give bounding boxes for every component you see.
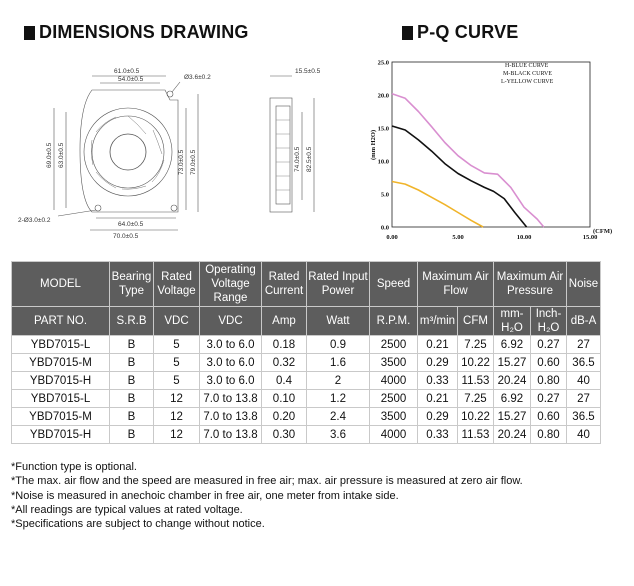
table-cell: 15.27 — [494, 408, 531, 426]
table-body — [12, 336, 601, 444]
table-cell: 6.92 — [494, 390, 531, 408]
table-cell: 3500 — [370, 354, 418, 372]
table-cell: 5 — [154, 336, 200, 354]
table-row — [12, 408, 601, 426]
y-tick-labels — [378, 60, 389, 232]
dim-front-width-inner: 54.0±0.5 — [118, 76, 144, 83]
table-cell: 7.25 — [458, 336, 494, 354]
x-axis-label: (CFM) — [593, 228, 613, 235]
table-unit-row — [12, 307, 601, 336]
table-cell: 0.29 — [418, 354, 458, 372]
fan-hub — [110, 134, 146, 170]
table-cell: 36.5 — [567, 354, 601, 372]
table-cell: 7.0 to 13.8 — [200, 408, 262, 426]
y-tick-label: 20.0 — [377, 92, 389, 100]
table-cell: 7.0 to 13.8 — [200, 390, 262, 408]
table-cell: B — [110, 390, 154, 408]
col-operating-voltage-range: Operating Voltage Range — [200, 262, 262, 307]
table-cell: 2500 — [370, 390, 418, 408]
pq-heading — [402, 22, 519, 43]
x-tick-label: 5.00 — [452, 234, 464, 241]
table-cell: 0.9 — [307, 336, 370, 354]
y-tick-label: 5.0 — [380, 191, 389, 199]
table-cell: YBD7015-H — [12, 372, 110, 390]
table-cell: 27 — [567, 336, 601, 354]
table-cell: YBD7015-M — [12, 354, 110, 372]
dimensions-heading — [24, 22, 249, 43]
unit-amp: Amp — [262, 307, 307, 336]
col-noise: Noise — [567, 262, 601, 307]
table-cell: 0.33 — [418, 426, 458, 444]
table-cell: 10.22 — [458, 408, 494, 426]
legend-entry-medium: M-BLACK CURVE — [503, 71, 553, 77]
dim-front-height-right-b: 79.0±0.5 — [190, 149, 197, 175]
table-cell: 12 — [154, 390, 200, 408]
dim-front-height-right-a: 73.0±0.5 — [178, 149, 185, 175]
table-cell: 27 — [567, 390, 601, 408]
y-tick-label: 0.0 — [380, 224, 389, 232]
table-cell: 0.18 — [262, 336, 307, 354]
dim-holes-bottom: 2-Ø3.0±0.2 — [18, 217, 51, 224]
table-cell: 40 — [567, 426, 601, 444]
table-cell: 2.4 — [307, 408, 370, 426]
table-cell: 0.27 — [531, 336, 567, 354]
col-rated-input-power: Rated Input Power — [307, 262, 370, 307]
legend-entry-high: H-BLUE CURVE — [505, 63, 549, 69]
table-cell: 11.53 — [458, 372, 494, 390]
table-cell: 7.25 — [458, 390, 494, 408]
table-cell: 0.32 — [262, 354, 307, 372]
table-row — [12, 426, 601, 444]
table-cell: 0.60 — [531, 408, 567, 426]
table-cell: 20.24 — [494, 426, 531, 444]
table-cell: 1.6 — [307, 354, 370, 372]
table-cell: 0.80 — [531, 372, 567, 390]
table-cell: B — [110, 372, 154, 390]
x-tick-label: 10.00 — [516, 234, 532, 241]
table-row — [12, 354, 601, 372]
table-cell: 4000 — [370, 426, 418, 444]
table-cell: 0.10 — [262, 390, 307, 408]
table-cell: 12 — [154, 408, 200, 426]
table-header-row — [12, 262, 601, 307]
table-cell: 0.80 — [531, 426, 567, 444]
table-cell: 2 — [307, 372, 370, 390]
dim-front-bottom-outer: 70.0±0.5 — [113, 233, 139, 240]
dim-front-width-outer: 61.0±0.5 — [114, 68, 140, 75]
col-max-air-flow: Maximum Air Flow — [418, 262, 494, 307]
table-cell: YBD7015-L — [12, 390, 110, 408]
table-cell: YBD7015-M — [12, 408, 110, 426]
table-cell: 6.92 — [494, 336, 531, 354]
table-cell: 0.21 — [418, 336, 458, 354]
table-cell: 0.29 — [418, 408, 458, 426]
unit-dba: dB-A — [567, 307, 601, 336]
col-speed: Speed — [370, 262, 418, 307]
x-tick-label: 15.00 — [582, 234, 598, 241]
table-cell: 0.60 — [531, 354, 567, 372]
table-cell: 0.27 — [531, 390, 567, 408]
x-tick-label: 0.00 — [386, 234, 398, 241]
table-cell: 0.33 — [418, 372, 458, 390]
dim-side-thickness: 15.5±0.5 — [295, 68, 321, 75]
dim-side-height-a: 74.0±0.5 — [294, 146, 301, 172]
unit-vdc: VDC — [154, 307, 200, 336]
col-max-air-pressure: Maximum Air Pressure — [494, 262, 567, 307]
y-axis-label: (mm H2O) — [370, 129, 377, 160]
heading-square-icon — [402, 26, 413, 40]
table-cell: 3.0 to 6.0 — [200, 372, 262, 390]
dim-leader — [58, 210, 96, 216]
table-cell: 3.6 — [307, 426, 370, 444]
unit-part-no: PART NO. — [12, 307, 110, 336]
unit-rpm: R.P.M. — [370, 307, 418, 336]
table-cell: 7.0 to 13.8 — [200, 426, 262, 444]
side-view-ribs — [276, 120, 290, 190]
unit-srb: S.R.B — [110, 307, 154, 336]
table-cell: 40 — [567, 372, 601, 390]
mount-hole-bottom-right — [171, 205, 177, 211]
unit-m3-min: m³/min — [418, 307, 458, 336]
dim-leader — [172, 82, 180, 92]
table-cell: 5 — [154, 354, 200, 372]
table-cell: YBD7015-H — [12, 426, 110, 444]
x-tick-labels — [386, 234, 597, 241]
table-cell: YBD7015-L — [12, 336, 110, 354]
table-cell: 1.2 — [307, 390, 370, 408]
y-tick-label: 25.0 — [377, 59, 389, 67]
dim-front-height-left-inner: 63.0±0.5 — [58, 142, 65, 168]
y-tick-label: 10.0 — [377, 158, 389, 166]
table-row — [12, 390, 601, 408]
unit-cfm: CFM — [458, 307, 494, 336]
footnote: *All readings are typical values at rated voltage. — [11, 503, 243, 516]
table-cell: 0.21 — [418, 390, 458, 408]
table-cell: 4000 — [370, 372, 418, 390]
table-cell: 3.0 to 6.0 — [200, 336, 262, 354]
footnote: *Function type is optional. — [11, 461, 137, 473]
table-cell: 3.0 to 6.0 — [200, 354, 262, 372]
col-model: MODEL — [12, 262, 110, 307]
unit-vdc-range: VDC — [200, 307, 262, 336]
table-cell: B — [110, 354, 154, 372]
col-rated-voltage: Rated Voltage — [154, 262, 200, 307]
table-cell: 36.5 — [567, 408, 601, 426]
table-cell: 10.22 — [458, 354, 494, 372]
legend-entry-low: L-YELLOW CURVE — [501, 79, 554, 85]
table-cell: 5 — [154, 372, 200, 390]
unit-inch-h2o: Inch-H₂O — [531, 307, 567, 336]
unit-watt: Watt — [307, 307, 370, 336]
table-cell: 2500 — [370, 336, 418, 354]
plot-area — [392, 62, 590, 227]
dim-front-bottom-inner: 64.0±0.5 — [118, 221, 144, 228]
table-cell: 3500 — [370, 408, 418, 426]
footnote: *Noise is measured in anechoic chamber in free air, one meter from intake side. — [11, 489, 399, 502]
table-row — [12, 336, 601, 354]
fan-impeller-outer — [84, 108, 172, 196]
dim-side-height-b: 82.5±0.5 — [306, 146, 313, 172]
table-cell: B — [110, 426, 154, 444]
table-cell: 0.20 — [262, 408, 307, 426]
fan-impeller-ring — [92, 116, 164, 188]
footnotes — [11, 460, 523, 531]
dimensions-drawing — [0, 50, 350, 250]
spec-table — [11, 261, 601, 444]
table-cell: B — [110, 408, 154, 426]
footnote: *The max. air flow and the speed are measured in free air; max. air pressure is measured at zero air flow. — [11, 475, 523, 488]
footnote: *Specifications are subject to change without notice. — [11, 518, 265, 531]
pq-chart — [360, 50, 630, 250]
table-cell: 20.24 — [494, 372, 531, 390]
legend — [501, 63, 554, 85]
dim-hole-top: Ø3.6±0.2 — [184, 74, 211, 81]
y-tick-label: 15.0 — [377, 125, 389, 133]
unit-mm-h2o: mm-H₂O — [494, 307, 531, 336]
side-view-inner — [276, 106, 290, 204]
dimensions-heading-text: DIMENSIONS DRAWING — [39, 22, 249, 42]
table-cell: 12 — [154, 426, 200, 444]
table-cell: 15.27 — [494, 354, 531, 372]
col-bearing-type: Bearing Type — [110, 262, 154, 307]
col-rated-current: Rated Current — [262, 262, 307, 307]
table-cell: B — [110, 336, 154, 354]
table-cell: 0.30 — [262, 426, 307, 444]
pq-heading-text: P-Q CURVE — [417, 22, 519, 42]
heading-square-icon — [24, 26, 35, 40]
dim-front-height-left-outer: 69.0±0.5 — [46, 142, 53, 168]
table-cell: 11.53 — [458, 426, 494, 444]
table-cell: 0.4 — [262, 372, 307, 390]
side-view-body — [270, 98, 292, 212]
table-row — [12, 372, 601, 390]
